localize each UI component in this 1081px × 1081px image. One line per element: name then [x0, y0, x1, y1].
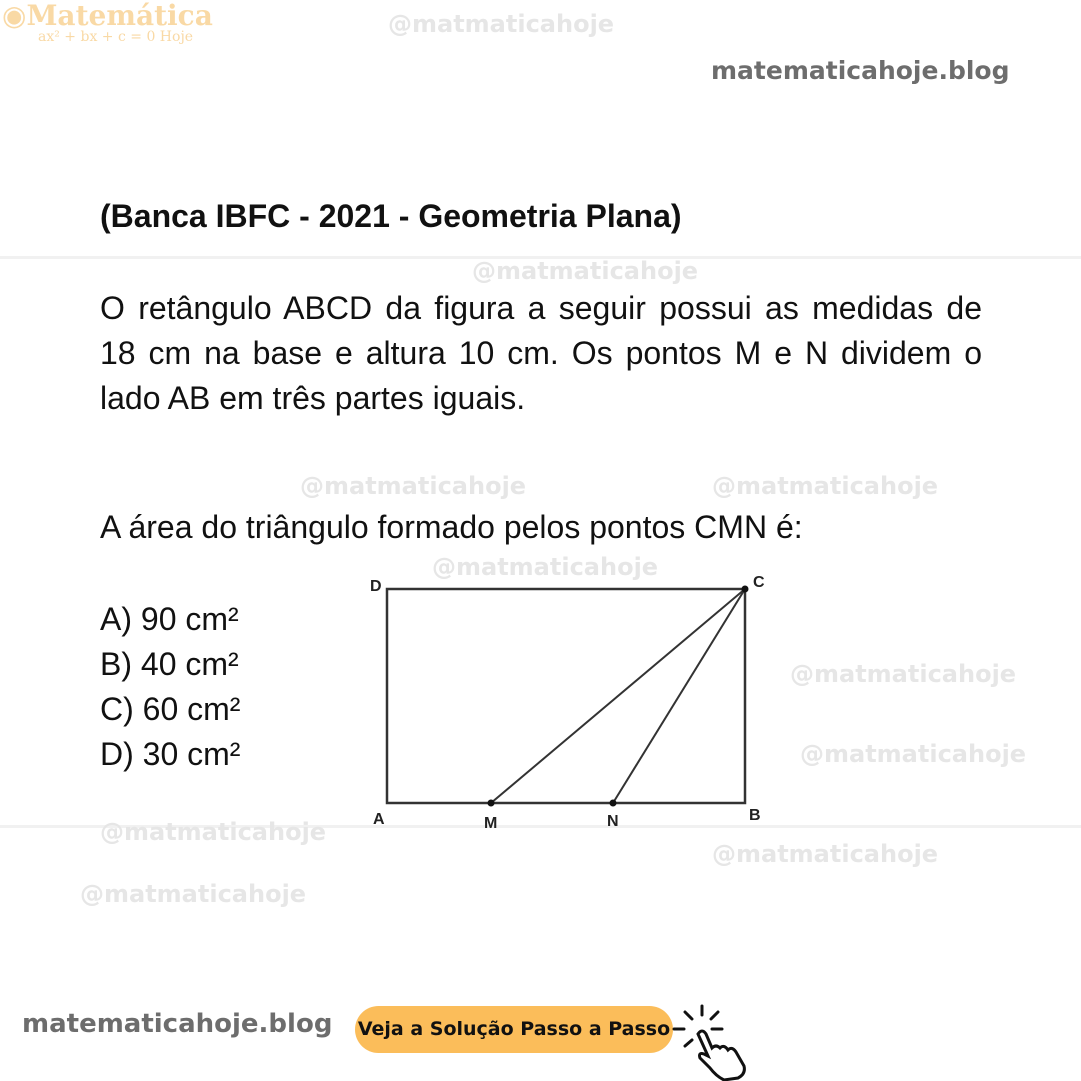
footer-site[interactable]: matematicahoje.blog: [22, 1009, 333, 1039]
label-b: B: [749, 807, 761, 824]
watermark: @matmaticahoje: [300, 472, 527, 500]
solution-button[interactable]: Veja a Solução Passo a Passo: [355, 1006, 673, 1053]
logo-pin-icon: ◉: [2, 0, 27, 32]
problem-title: (Banca IBFC - 2021 - Geometria Plana): [100, 198, 682, 234]
option-b: B) 40 cm²: [100, 646, 239, 682]
question: A área do triângulo formado pelos pontos CMN é:: [100, 509, 803, 545]
label-c: C: [753, 574, 765, 591]
watermark: @matmaticahoje: [388, 10, 615, 38]
label-n: N: [607, 813, 619, 830]
label-m: M: [484, 815, 498, 832]
watermark: @matmaticahoje: [432, 553, 659, 581]
label-a: A: [373, 811, 385, 828]
logo-tagline: ax² + bx + c = 0 Hoje: [38, 29, 194, 45]
option-a: A) 90 cm²: [100, 601, 239, 637]
segment-mc: [491, 589, 745, 803]
watermark: @matmaticahoje: [800, 740, 1027, 768]
watermark: @matmaticahoje: [712, 472, 939, 500]
point-n: [610, 800, 617, 807]
watermark: @matmaticahoje: [80, 880, 307, 908]
label-d: D: [370, 578, 382, 595]
option-c: C) 60 cm²: [100, 691, 241, 727]
pointer-hand-icon: [672, 1004, 752, 1081]
point-m: [488, 800, 495, 807]
segment-nc: [613, 589, 745, 803]
watermark: @matmaticahoje: [100, 818, 327, 846]
header-site: matematicahoje.blog: [711, 56, 1010, 85]
watermark: @matmaticahoje: [472, 257, 699, 285]
logo-name: Matemática: [26, 0, 213, 32]
rectangle-abcd: [387, 589, 745, 803]
point-c: [742, 586, 749, 593]
watermark: @matmaticahoje: [712, 840, 939, 868]
option-d: D) 30 cm²: [100, 736, 241, 772]
watermark: @matmaticahoje: [790, 660, 1017, 688]
problem-statement: O retângulo ABCD da figura a seguir possui as medidas de 18 cm na base e altura 10 cm. Os pontos M e N dividem o lado AB em três partes iguais.: [100, 290, 982, 416]
